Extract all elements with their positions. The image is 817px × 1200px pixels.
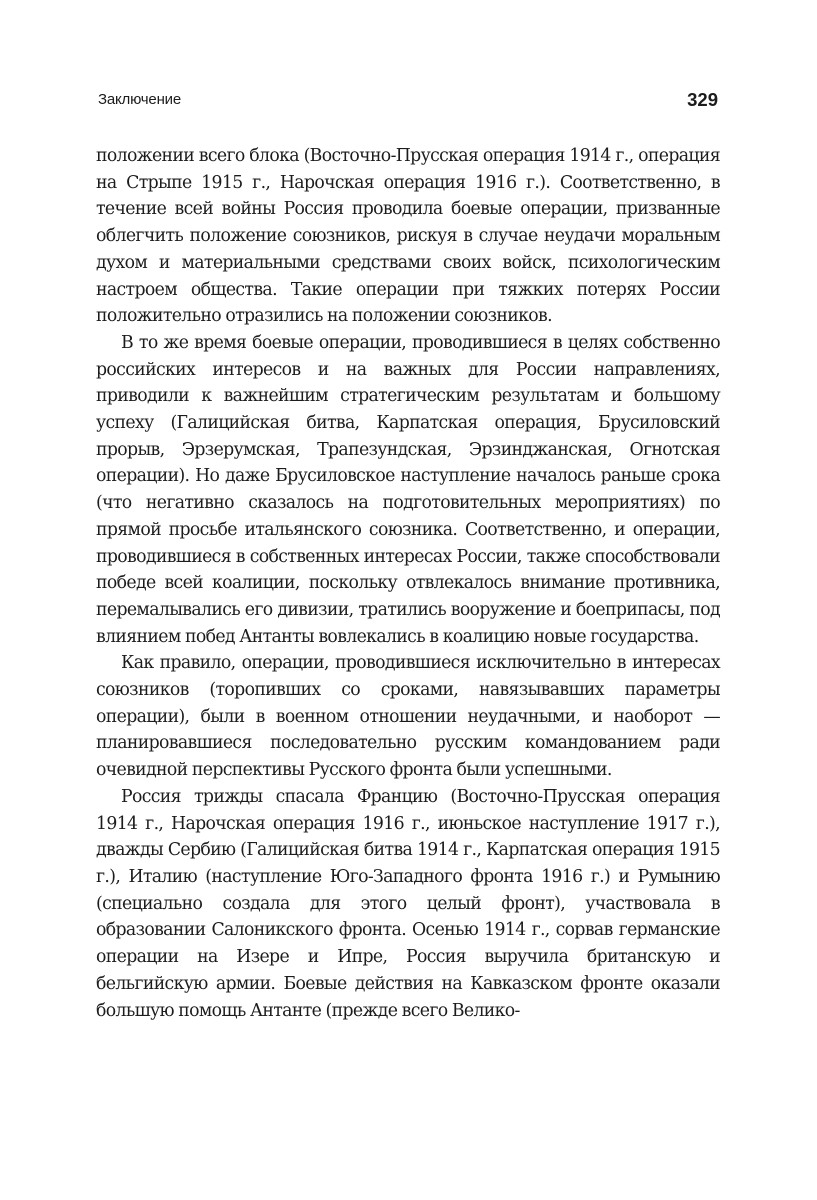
paragraph-continued: положении всего блока (Восточно-Прусская операция 1914 г., операция на Стрыпе 1915 г., Нарочская операция 1916 г.). Соответственно, в течение всей войны Россия проводила боевые операции, призванные облегчить положение союзников, рискуя в случае неудачи моральным духом и материальными средствами своих войск, психологическим настроем общества. Такие операции при тяжких потерях России положительно отразились на положении союзников. (96, 146, 720, 327)
running-header (98, 86, 718, 114)
paragraph: Как правило, операции, проводившиеся исключительно в интересах союзников (торопивших со сроками, навязывавших параметры операции), были в военном отношении неудачными, и наоборот — планировавшиеся последовательно русским командованием ради очевидной перспективы Русского фронта были успешными. (96, 653, 720, 781)
paragraph: Россия трижды спасала Францию (Восточно-Прусская операция 1914 г., Нарочская операция 1916 г., июньское наступление 1917 г.), дважды Сербию (Галицийская битва 1914 г., Карпатская операция 1915 г.), Италию (наступление Юго-Западного фронта 1916 г.) и Румынию (специально создала для этого целый фронт), участвовала в образовании Салоникского фронта. Осенью 1914 г., сорвав германские операции на Изере и Ипре, Россия выручила британскую и бельгийскую армии. Боевые действия на Кавказском фронте оказали большую помощь Антанте (прежде всего Велико- (96, 786, 720, 1021)
body-text (96, 143, 720, 1024)
section-title: Заключение (98, 91, 181, 108)
paragraph: В то же время боевые операции, проводившиеся в целях собственно российских интересов и на важных для России направлениях, приводили к важнейшим стратегическим результатам и большому успеху (Галицийская битва, Карпатская операция, Брусиловский прорыв, Эрзерумская, Трапезундская, Эрзинджанская, Огнотская операции). Но даже Брусиловское наступление началось раньше срока (что негативно сказалось на подготовительных мероприятиях) по прямой просьбе итальянского союзника. Соответственно, и операции, проводившиеся в собственных интересах России, также способствовали победе всей коалиции, поскольку отвлекалось внимание противника, перемалывались его дивизии, тратились вооружение и боеприпасы, под влиянием побед Антанты вовлекались в коалицию новые государства. (96, 332, 720, 647)
page-number: 329 (687, 89, 718, 110)
